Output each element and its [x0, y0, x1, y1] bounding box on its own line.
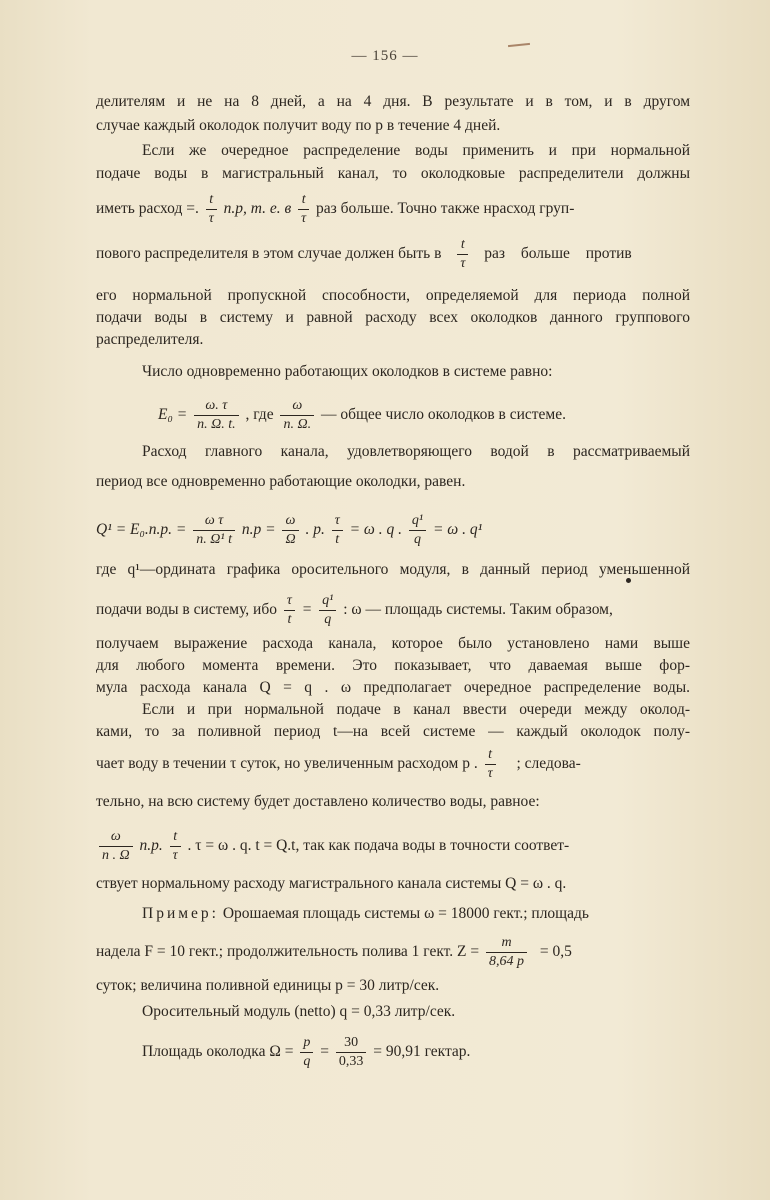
formula-line	[96, 934, 690, 971]
fraction	[170, 828, 181, 865]
text-line: где q¹—ордината графика оросительного модуля, в данный период уменьшенной	[96, 561, 690, 578]
text-line: Число одновременно работающих околодков в системе равно:	[142, 363, 553, 380]
text-fragment: пового распределителя в этом случае должен быть в	[96, 245, 442, 263]
fraction	[298, 191, 309, 228]
fraction	[282, 512, 298, 549]
fraction-den: n. Ω.	[280, 415, 314, 434]
text-line	[142, 904, 690, 924]
formula-line: подачи воды в систему, ибо $\frac{\tau}{t}$ = $\frac{\text{q¹}}{q}$ : ω — площадь системы. Таким образом,	[96, 593, 613, 627]
fraction	[280, 397, 314, 434]
fraction-den: τ	[457, 254, 468, 273]
fraction-den: 0,33	[336, 1052, 367, 1071]
text-fragment: n.p =	[241, 521, 276, 539]
fraction-num: t	[209, 192, 214, 207]
formula-line	[96, 191, 690, 228]
text-fragment: надела F = 10 гект.; продолжительность полива 1 гект. Z =	[96, 943, 480, 961]
fraction	[332, 512, 343, 549]
ink-dot	[626, 578, 631, 583]
text-line: его нормальной пропускной способности, определяемой для периода полной	[96, 287, 690, 304]
fraction-den: 8,64 p	[486, 952, 527, 971]
page-number: — 156 —	[351, 48, 419, 64]
fraction-den: q	[409, 530, 426, 549]
text-fragment: n.p, т. е. в	[223, 200, 292, 218]
fraction-num: ω	[285, 513, 296, 528]
text-fragment: раз больше против	[484, 245, 632, 263]
formula-line	[96, 828, 690, 865]
fraction-den: t	[332, 530, 343, 549]
text-line: Оросительный модуль (netto) q = 0,33 литр/сек.	[142, 1003, 456, 1020]
formula-line	[96, 236, 690, 273]
fraction-den: τ	[206, 209, 217, 228]
fraction-den: τ	[485, 764, 496, 783]
text-line: ствует нормальному расходу магистрального канала системы Q = ω . q.	[96, 875, 567, 892]
formula-line	[142, 1034, 690, 1071]
text-line: Если и при нормальной подаче в канал ввести очереди между околод-	[142, 701, 690, 718]
fraction-num: q¹	[411, 513, 424, 528]
fraction-den: n. Ω¹ t	[193, 530, 235, 549]
text-line: подачи воды в систему и равной расходу всех околодков данного группового	[96, 309, 690, 326]
fraction-den: Ω	[282, 530, 298, 549]
text-fragment: = 0,5	[539, 943, 572, 961]
text-line: случае каждый околодок получит воду по p в течение 4 дней.	[96, 117, 501, 134]
text-line: делителям и не на 8 дней, а на 4 дня. В результате и в том, и в другом	[96, 93, 690, 110]
fraction-num: t	[301, 192, 306, 207]
text-fragment: = 90,91 гектар.	[373, 1043, 471, 1061]
text-line: получаем выражение расхода канала, которое было установлено нами выше	[96, 635, 690, 652]
formula-line	[96, 746, 690, 783]
text-line: для любого момента времени. Это показывает, что даваемая выше фор-	[96, 657, 690, 674]
fraction-den: n . Ω	[99, 846, 133, 865]
fraction-num: τ	[334, 513, 340, 528]
fraction	[99, 828, 133, 865]
text-fragment: , где	[245, 406, 274, 424]
fraction-num: ω	[110, 829, 121, 844]
fraction	[194, 397, 239, 434]
text-fragment: . p.	[305, 521, 325, 539]
fraction-num: m	[501, 935, 512, 950]
text-fragment: чает воду в течении τ суток, но увеличенным расходом p .	[96, 755, 478, 773]
fraction-num: ω τ	[204, 513, 224, 528]
fraction	[319, 592, 336, 629]
fraction	[485, 746, 496, 783]
text-fragment: раз больше. Точно также нрасход груп-	[316, 200, 575, 218]
fraction-num: t	[460, 237, 465, 252]
text-fragment: E₀ =	[158, 406, 188, 424]
text-line: ками, то за поливной период t—на всей системе — каждый околодок полу-	[96, 723, 690, 740]
fraction	[193, 512, 235, 549]
fraction	[284, 592, 295, 629]
fraction-num: 30	[344, 1035, 359, 1050]
fraction-den: n. Ω. t.	[194, 415, 239, 434]
text-fragment: . τ = ω . q. t = Q.t, так как подача воды в точности соответ-	[187, 837, 570, 855]
fraction-num: ω	[292, 398, 303, 413]
text-fragment: Q¹ = E₀.n.p. =	[96, 521, 187, 539]
text-fragment: Орошаемая площадь системы ω = 18000 гект.; площадь	[222, 905, 589, 922]
fraction	[300, 1034, 313, 1071]
text-fragment: : ω — площадь системы. Таким образом,	[343, 601, 613, 619]
fraction-den: τ	[170, 846, 181, 865]
fraction-den: q	[300, 1052, 313, 1071]
text-fragment: =	[320, 1043, 329, 1061]
fraction-num: p	[303, 1035, 311, 1050]
text-line: период все одновременно работающие околодки, равен.	[96, 473, 466, 490]
fraction-num: t	[173, 829, 178, 844]
fraction-num: t	[488, 747, 493, 762]
formula-line	[158, 397, 752, 434]
fraction	[486, 934, 527, 971]
text-fragment: = ω . q¹	[432, 521, 483, 539]
text-fragment: ; следова-	[516, 755, 581, 773]
text-fragment: — общее число околодков в системе.	[320, 406, 566, 424]
fraction	[206, 191, 217, 228]
fraction	[409, 512, 426, 549]
fraction	[457, 236, 468, 273]
fraction	[336, 1034, 367, 1071]
text-line: тельно, на всю систему будет доставлено количество воды, равное:	[96, 793, 540, 810]
text-fragment: иметь расход =.	[96, 200, 199, 218]
text-line: суток; величина поливной единицы p = 30 литр/сек.	[96, 977, 440, 994]
text-fragment: подачи воды в систему, ибо	[96, 601, 277, 619]
text-line: распределителя.	[96, 331, 204, 348]
formula-line	[96, 512, 690, 549]
text-line: Расход главного канала, удовлетворяющего водой в рассматриваемый	[142, 443, 690, 460]
text-line: мула расхода канала Q = q . ω предполагает очередное распределение воды.	[96, 679, 690, 696]
text-fragment: Площадь околодка Ω =	[142, 1043, 294, 1061]
ink-mark	[508, 43, 530, 47]
fraction-den: t	[284, 610, 295, 629]
text-fragment: = ω . q .	[349, 521, 402, 539]
text-line: Если же очередное распределение воды применить и при нормальной	[142, 142, 690, 159]
fraction-den: τ	[298, 209, 309, 228]
fraction-num: q¹	[322, 593, 334, 608]
text-fragment: n.p.	[139, 837, 163, 855]
fraction-den: q	[319, 610, 336, 629]
example-label: Пример:	[142, 905, 219, 922]
fraction-num: τ	[286, 593, 292, 608]
text-line: подаче воды в магистральный канал, то околодковые распределители должны	[96, 165, 690, 182]
fraction-num: ω. τ	[205, 398, 228, 413]
